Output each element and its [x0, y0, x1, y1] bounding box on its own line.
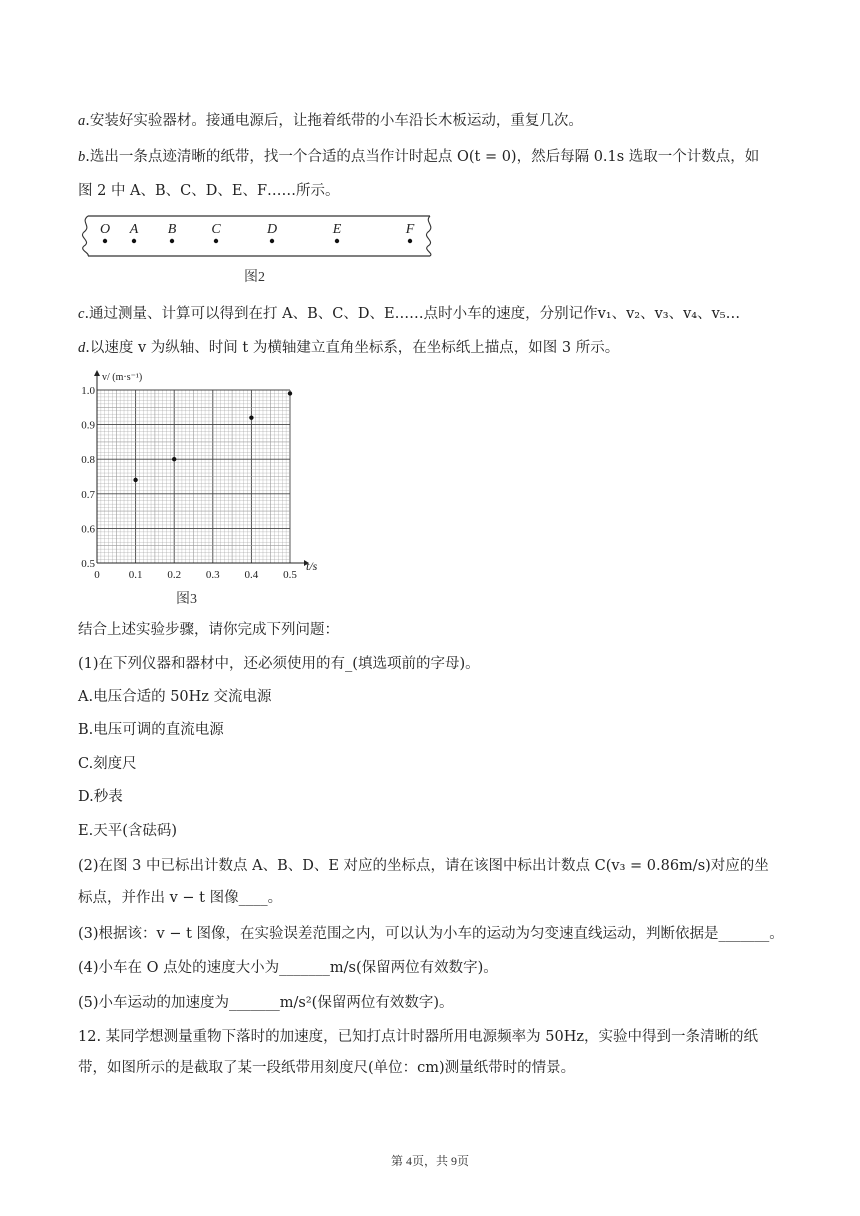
step-c: [78, 304, 740, 324]
step-a: [78, 111, 583, 131]
option-a: A.电压合适的 50Hz 交流电源: [78, 689, 272, 705]
step-b-line2: 图 2 中 A、B、C、D、E、F……所示。: [78, 183, 340, 199]
question-5: (5)小车运动的加速度为_______m/s²(保留两位有效数字)。: [78, 995, 454, 1011]
data-point: [249, 415, 253, 419]
data-point: [288, 391, 292, 395]
question-3: (3)根据该：v − t 图像，在实验误差范围之内，可以认为小车的运动为匀变速直线运动，判断依据是_______。: [78, 926, 784, 942]
y-tick-label: 1.0: [81, 385, 95, 397]
step-c-text: .通过测量、计算可以得到在打 A、B、C、D、E……点时小车的速度，分别记作v₁、v₂、v₃、v₄、v₅…: [84, 306, 741, 322]
tape-point-dot-A: [132, 239, 136, 243]
tape-point-label-O: O: [99, 222, 111, 237]
data-point: [172, 457, 176, 461]
page-footer: 第 4页，共 9页: [390, 1154, 469, 1168]
question-4: (4)小车在 O 点处的速度大小为_______m/s(保留两位有效数字)。: [78, 960, 498, 976]
step-b-label: b: [78, 149, 86, 165]
question-12-line1: 12. 某同学想测量重物下落时的加速度，已知打点计时器所用电源频率为 50Hz，实验中得到一条清晰的纸: [78, 1029, 759, 1045]
option-b: B.电压可调的直流电源: [78, 722, 224, 738]
y-axis-arrow-icon: [94, 370, 100, 376]
y-tick-label: 0.5: [81, 558, 95, 570]
tape-point-label-E: E: [332, 222, 342, 237]
step-c-label: c: [78, 306, 85, 322]
tape-point-label-C: C: [211, 222, 221, 237]
x-tick-label: 0.3: [205, 569, 220, 581]
tape-point-dot-C: [214, 239, 218, 243]
tape-point-label-F: F: [405, 222, 415, 237]
step-d: [78, 338, 619, 358]
question-2-line1: (2)在图 3 中已标出计数点 A、B、D、E 对应的坐标点，请在该图中标出计数点 C(v₃ = 0.86m/s)对应的坐: [78, 858, 769, 874]
tape-point-label-A: A: [129, 222, 139, 237]
intro-text: 结合上述实验步骤，请你完成下列问题：: [78, 622, 339, 638]
x-tick-label: 0: [94, 569, 100, 581]
question-12-line2: 带，如图所示的是截取了某一段纸带用刻度尺(单位：cm)测量纸带时的情景。: [78, 1060, 576, 1076]
step-a-label: a: [78, 113, 86, 129]
data-point: [133, 478, 137, 482]
tape-point-dot-F: [408, 239, 412, 243]
y-tick-label: 0.9: [81, 419, 95, 432]
figure2-caption: 图2: [244, 270, 265, 285]
y-tick-label: 0.7: [81, 488, 95, 501]
tape-point-dot-B: [170, 239, 174, 243]
option-e: E.天平(含砝码): [78, 823, 178, 839]
tape-point-dot-D: [270, 239, 274, 243]
tape-point-label-B: B: [167, 222, 177, 237]
chart-y-axis-label: v/ (m·s⁻¹): [102, 372, 143, 383]
step-d-text: .以速度 v 为纵轴、时间 t 为横轴建立直角坐标系，在坐标纸上描点，如图 3 所示。: [85, 340, 620, 356]
step-d-label: d: [78, 340, 86, 356]
x-tick-label: 0.2: [167, 569, 182, 581]
step-a-text: .安装好实验器材。接通电源后，让拖着纸带的小车沿长木板运动，重复几次。: [85, 113, 583, 129]
tape-point-dot-E: [335, 239, 339, 243]
figure2-paper-tape: [78, 213, 438, 259]
figure3-vt-chart: [78, 366, 323, 586]
step-b-text: .选出一条点迹清晰的纸带，找一个合适的点当作计时起点 O(t = 0)，然后每隔 0.1s 选取一个计数点，如: [85, 149, 760, 165]
step-b-line1: [78, 147, 759, 167]
question-1: (1)在下列仪器和器材中，还必须使用的有_(填选项前的字母)。: [78, 656, 480, 672]
question-2-line2: 标点，并作出 v − t 图像____。: [78, 890, 283, 906]
y-tick-label: 0.6: [81, 523, 95, 536]
figure3-caption: 图3: [176, 592, 197, 607]
y-tick-label: 0.8: [81, 454, 95, 467]
x-tick-label: 0.4: [244, 569, 259, 581]
x-tick-label: 0.1: [128, 569, 143, 581]
x-tick-label: 0.5: [283, 569, 297, 581]
option-c: C.刻度尺: [78, 756, 137, 772]
tape-point-label-D: D: [266, 222, 278, 237]
option-d: D.秒表: [78, 789, 123, 805]
chart-x-axis-label: t/s: [306, 559, 318, 573]
tape-point-dot-O: [103, 239, 107, 243]
